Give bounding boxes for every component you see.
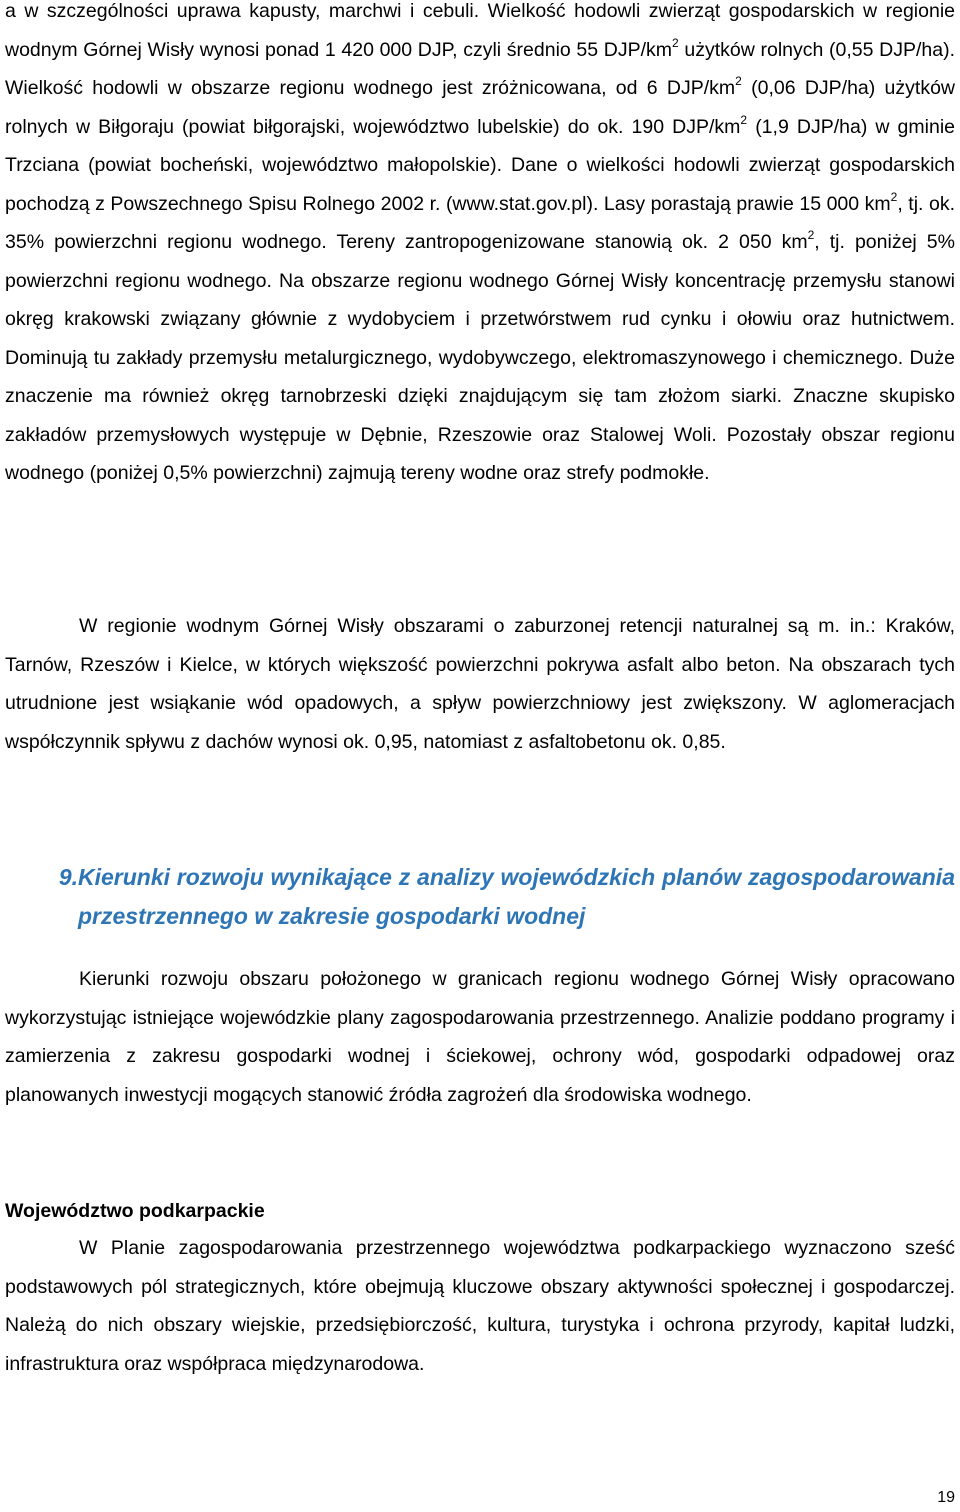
- text-run: , tj. poniżej 5% powierzchni regionu wodnego. Na obszarze regionu wodnego Górnej Wisły koncentrację przemysłu stanowi okręg krakowski związany głównie z wydobyciem i przetwórstwem rud cynku i ołowiu oraz hutnictwem. Dominują tu zakłady przemysłu metalurgicznego, wydobywczego, elektromaszynowego i chemicznego. Duże znaczenie ma również okręg tarnobrzeski dzięki znajdującym się tam złożom siarki. Znaczne skupisko zakładów przemysłowych występuje w Dębnie, Rzeszowie oraz Stalowej Woli. Pozostały obszar regionu wodnego (poniżej 0,5% powierzchni) zajmują tereny wodne oraz strefy podmokłe.: [5, 231, 955, 484]
- section-number: 9.: [58, 864, 78, 890]
- body-paragraph-1: [5, 0, 955, 493]
- text-run: użytków rolnych (0,55 DJP/ha). Wielkość hodowli w obszarze regionu wodnego jest zróżnicowana, od 6 DJP/km: [5, 38, 955, 99]
- page-number: 19: [937, 1489, 955, 1506]
- text-run: (0,06 DJP/ha) użytków rolnych w Biłgoraju (powiat biłgorajski, województwo lubelskie) do ok. 190 DJP/km: [5, 77, 955, 138]
- superscript: 2: [740, 112, 748, 127]
- superscript: 2: [735, 74, 742, 88]
- subheading: Województwo podkarpackie: [5, 1200, 265, 1222]
- section-heading: [5, 858, 955, 935]
- superscript: 2: [672, 35, 679, 50]
- superscript: 2: [807, 228, 815, 242]
- body-paragraph-4: W Planie zagospodarowania przestrzennego województwa podkarpackiego wyznaczono sześć podstawowych pól strategicznych, które obejmują kluczowe obszary aktywności społecznej i gospodarczej. Należą do nich obszary wiejskie, przedsiębiorczość, kultura, turystyka i ochrona przyrody, kapitał ludzki, infrastruktura oraz współpraca międzynarodowa.: [5, 1237, 955, 1375]
- body-paragraph-3: Kierunki rozwoju obszaru położonego w granicach regionu wodnego Górnej Wisły opracowano wykorzystując istniejące wojewódzkie plany zagospodarowania przestrzennego. Analizie poddano programy i zamierzenia z zakresu gospodarki wodnej i ściekowej, ochrony wód, gospodarki odpadowej oraz planowanych inwestycji mogących stanowić źródła zagrożeń dla środowiska wodnego.: [5, 968, 955, 1106]
- body-paragraph-2: W regionie wodnym Górnej Wisły obszarami o zaburzonej retencji naturalnej są m. in.: Kraków, Tarnów, Rzeszów i Kielce, w których większość powierzchni pokrywa asfalt albo beton. Na obszarach tych utrudnione jest wsiąkanie wód opadowych, a spływ powierzchniowy jest zwiększony. W aglomeracjach współczynnik spływu z dachów wynosi ok. 0,95, natomiast z asfaltobetonu ok. 0,85.: [5, 615, 955, 753]
- section-title: Kierunki rozwoju wynikające z analizy wojewódzkich planów zagospodarowania przestrzennego w zakresie gospodarki wodnej: [78, 864, 955, 929]
- superscript: 2: [890, 189, 898, 204]
- text-run: , tj. ok. 35% powierzchni regionu wodnego. Tereny zantropogenizowane stanowią ok. 2 050 km: [5, 192, 955, 253]
- text-run: a w szczególności uprawa kapusty, marchwi i cebuli. Wielkość hodowli zwierząt gospodarskich w regionie wodnym Górnej Wisły wynosi ponad 1 420 000 DJP, czyli średnio 55 DJP/km: [5, 0, 955, 61]
- text-run: (1,9 DJP/ha) w gminie Trzciana (powiat bocheński, województwo małopolskie). Dane o wielkości hodowli zwierząt gospodarskich pochodzą z Powszechnego Spisu Rolnego 2002 r. (www.stat.gov.pl). Lasy porastają prawie 15 000 km: [5, 115, 955, 215]
